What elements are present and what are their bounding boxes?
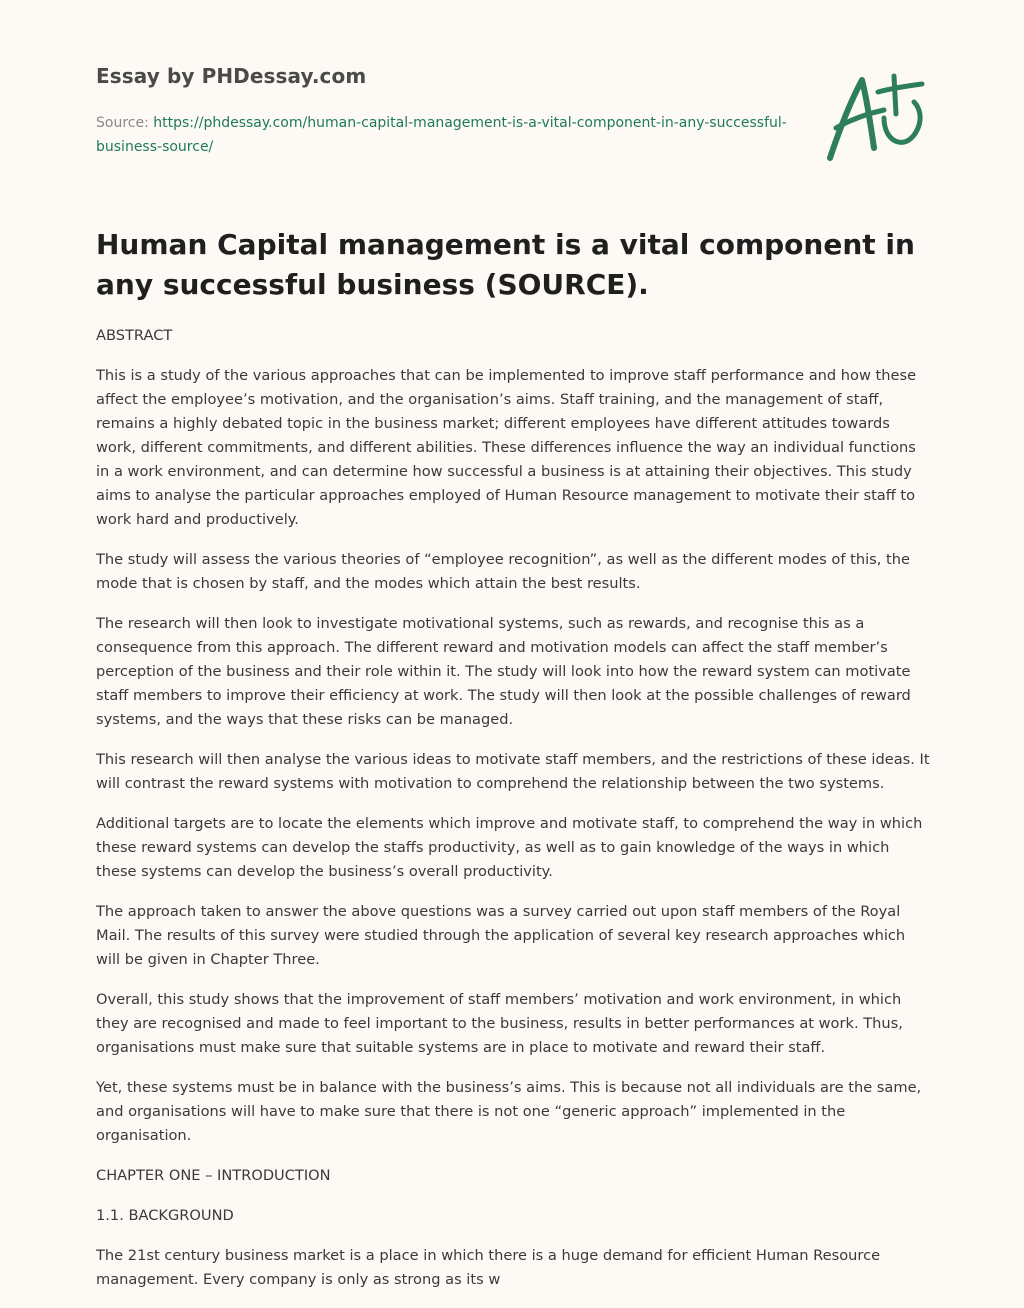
paragraph: Additional targets are to locate the elements which improve and motivate staff, to comprehend the way in which these reward systems can develop the staffs productivity, as well as to gain knowledge of the ways in which these systems can develop the business’s overall productivity. (96, 815, 923, 880)
document-body (96, 324, 932, 1308)
paragraph: The study will assess the various theories of “employee recognition”, as well as the different modes of this, the mode that is chosen by staff, and the modes which attain the best results. (96, 551, 910, 592)
paragraph: Yet, these systems must be in balance with the business’s aims. This is because not all individuals are the same, and organisations will have to make sure that there is not one “generic approach” implemented in the organisation. (96, 1079, 922, 1144)
paragraph-abstract-heading: ABSTRACT (96, 327, 173, 344)
paragraph: This research will then analyse the various ideas to motivate staff members, and the restrictions of these ideas. It will contrast the reward systems with motivation to comprehend the relationship between the two systems. (96, 751, 930, 792)
paragraph: This is a study of the various approaches that can be implemented to improve staff performance and how these affect the employee’s motivation, and the organisation’s aims. Staff training, and the management of staff, remains a highly debated topic in the business market; different employees have different attitudes towards work, different commitments, and different abilities. These differences influence the way an individual functions in a work environment, and can determine how successful a business is at attaining their objectives. This study aims to analyse the particular approaches employed of Human Resource management to motivate their staff to work hard and productively. (96, 367, 917, 528)
section-heading: 1.1. BACKGROUND (96, 1207, 234, 1224)
document-title: Human Capital management is a vital component in any successful business (SOURCE). (96, 228, 915, 301)
paragraph: Overall, this study shows that the improvement of staff members’ motivation and work environment, in which they are recognised and made to feel important to the business, results in better performances at work. Thus, organisations must make sure that suitable systems are in place to motivate and reward their staff. (96, 991, 903, 1056)
source-link[interactable]: https://phdessay.com/human-capital-management-is-a-vital-component-in-any-successful-business-source/ (96, 115, 787, 155)
site-title: Essay by PHDessay.com (96, 64, 367, 88)
paragraph: The research will then look to investigate motivational systems, such as rewards, and recognise this as a consequence from this approach. The different reward and motivation models can affect the staff member’s perception of the business and their role within it. The study will look into how the reward system can motivate staff members to improve their efficiency at work. The study will then look at the possible challenges of reward systems, and the ways that these risks can be managed. (96, 615, 911, 728)
a-plus-logo-icon (822, 68, 926, 164)
source-label: Source: (96, 115, 154, 131)
paragraph: The 21st century business market is a place in which there is a huge demand for efficient Human Resource management. Every company is only as strong as its w (96, 1247, 881, 1288)
chapter-heading: CHAPTER ONE – INTRODUCTION (96, 1167, 331, 1184)
source-line (96, 111, 796, 159)
paragraph: The approach taken to answer the above questions was a survey carried out upon staff members of the Royal Mail. The results of this survey were studied through the application of several key research approaches which will be given in Chapter Three. (96, 903, 906, 968)
